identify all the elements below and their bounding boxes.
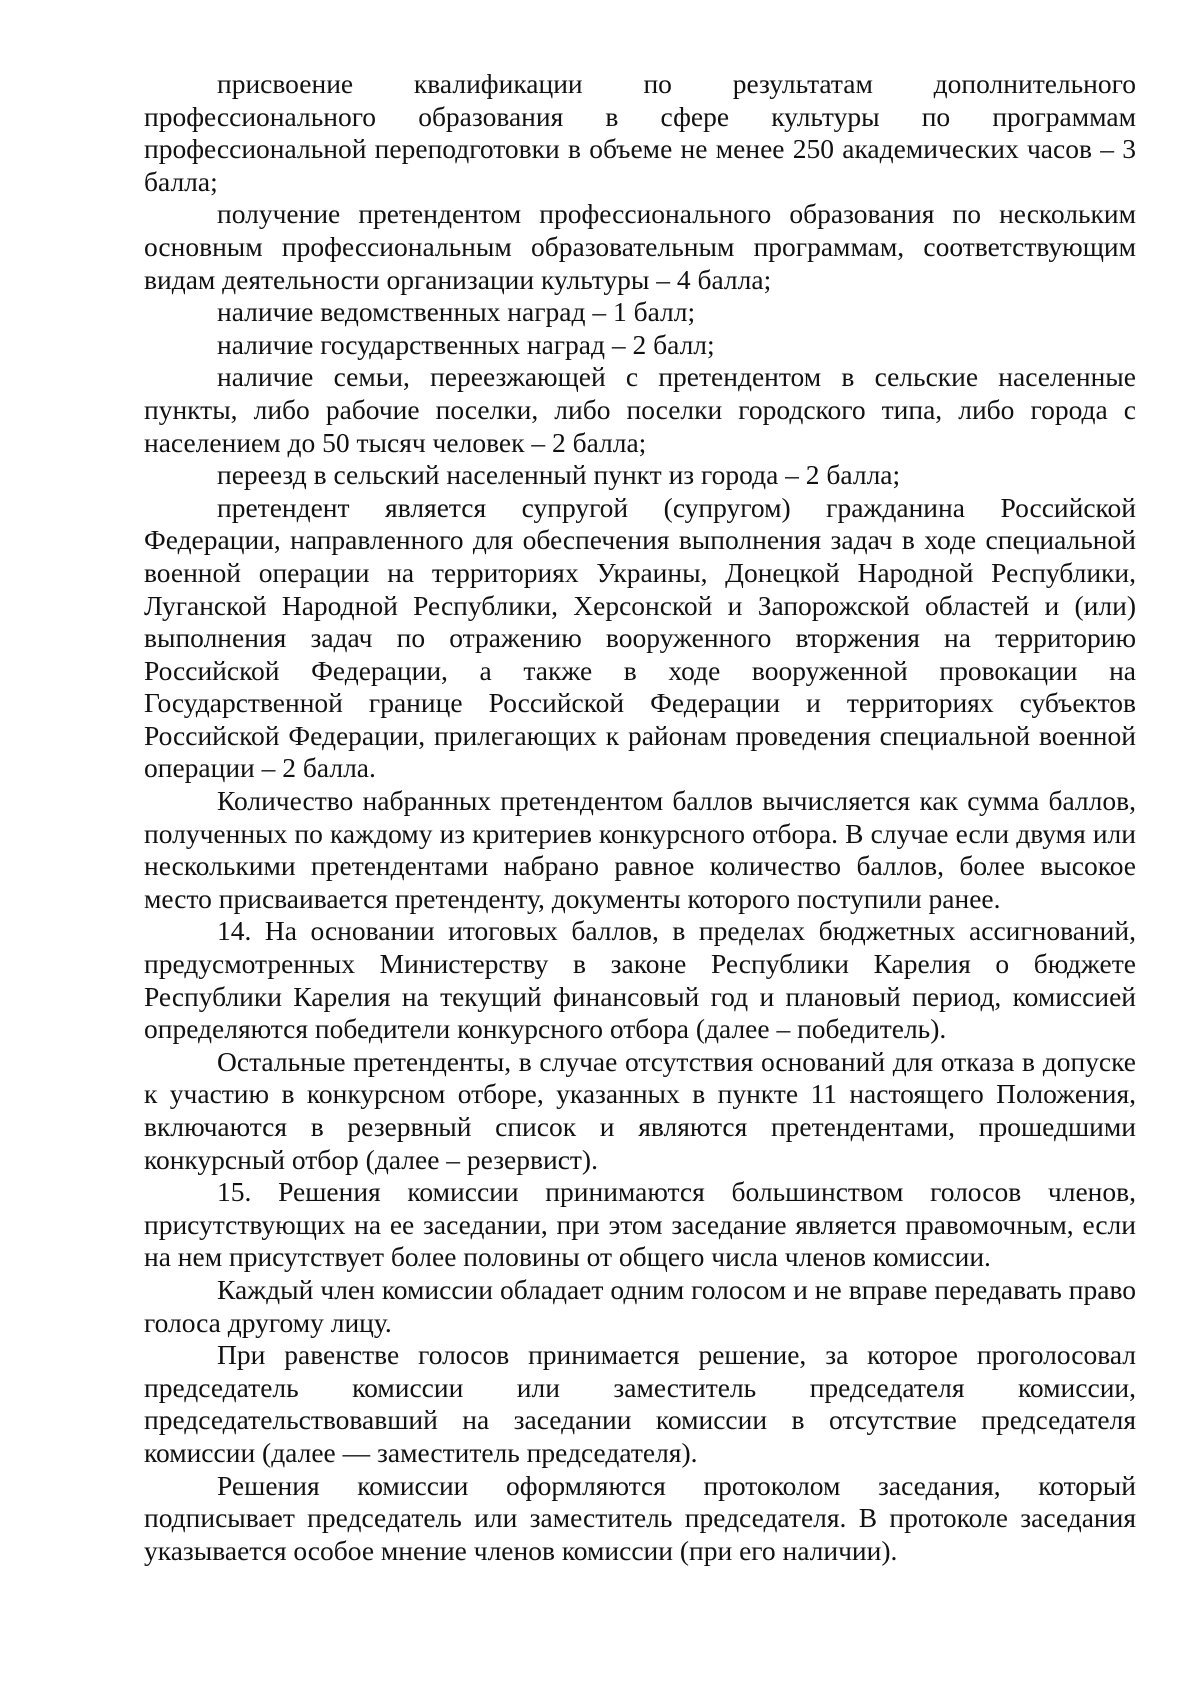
paragraph-score-calculation: Количество набранных претендентом баллов вычисляется как сумма баллов, полученных по каждому из критериев конкурсного отбора. В случае если двумя или несколькими претендентами набрано равное количество баллов, более высокое место присваивается претенденту, документы которого поступили ранее. [144,785,1136,914]
document-page [144,68,1136,1567]
paragraph-spouse-status: претендент является супругой (супругом) гражданина Российской Федерации, направленного для обеспечения выполнения задач в ходе специальной военной операции на территориях Украины, Донецкой Народной Республики, Луганской Народной Республики, Херсонской и Запорожской областей и (или) выполнения задач по отражению вооруженного вторжения на территорию Российской Федерации, а также в ходе вооруженной провокации на Государственной границе Российской Федерации и территориях субъектов Российской Федерации, прилегающих к районам проведения специальной военной операции – 2 балла. [144,491,1136,784]
paragraph-multiple-education-points: получение претендентом профессионального образования по нескольким основным профессиональным образовательным программам, соответствующим видам деятельности организации культуры – 4 балла; [144,198,1136,295]
paragraph-state-awards: наличие государственных наград – 2 балл; [217,328,715,360]
paragraph-member-vote: Каждый член комиссии обладает одним голосом и не вправе передавать право голоса другому лицу. [144,1273,1136,1338]
paragraph-tie-vote: При равенстве голосов принимается решение, за которое проголосовал председатель комиссии или заместитель председателя комиссии, председательствовавший на заседании комиссии в отсутствие председателя комиссии (далее — заместитель председателя). [144,1339,1136,1468]
paragraph-family-relocation: наличие семьи, переезжающей с претендентом в сельские населенные пункты, либо рабочие поселки, либо поселки городского типа, либо города с населением до 50 тысяч человек – 2 балла; [144,361,1136,458]
paragraph-clause-15: 15. Решения комиссии принимаются большинством голосов членов, присутствующих на ее заседании, при этом заседание является правомочным, если на нем присутствует более половины от общего числа членов комиссии. [144,1176,1136,1273]
paragraph-protocol: Решения комиссии оформляются протоколом заседания, который подписывает председатель или заместитель председателя. В протоколе заседания указывается особое мнение членов комиссии (при его наличии). [144,1469,1136,1566]
paragraph-clause-14: 14. На основании итоговых баллов, в пределах бюджетных ассигнований, предусмотренных Министерству в законе Республики Карелия о бюджете Республики Карелия на текущий финансовый год и плановый период, комиссией определяются победители конкурсного отбора (далее – победитель). [144,915,1136,1045]
paragraph-city-relocation: переезд в сельский населенный пункт из города – 2 балла; [217,459,901,491]
paragraph-reserve-list: Остальные претенденты, в случае отсутствия оснований для отказа в допуске к участию в конкурсном отборе, указанных в пункте 11 настоящего Положения, включаются в резервный список и являются претендентами, прошедшими конкурсный отбор (далее – резервист). [144,1045,1136,1175]
paragraph-departmental-awards: наличие ведомственных наград – 1 балл; [217,296,696,328]
paragraph-qualification-points: присвоение квалификации по результатам дополнительного профессионального образования в сфере культуры по программам профессиональной переподготовки в объеме не менее 250 академических часов – 3 балла; [144,68,1136,197]
